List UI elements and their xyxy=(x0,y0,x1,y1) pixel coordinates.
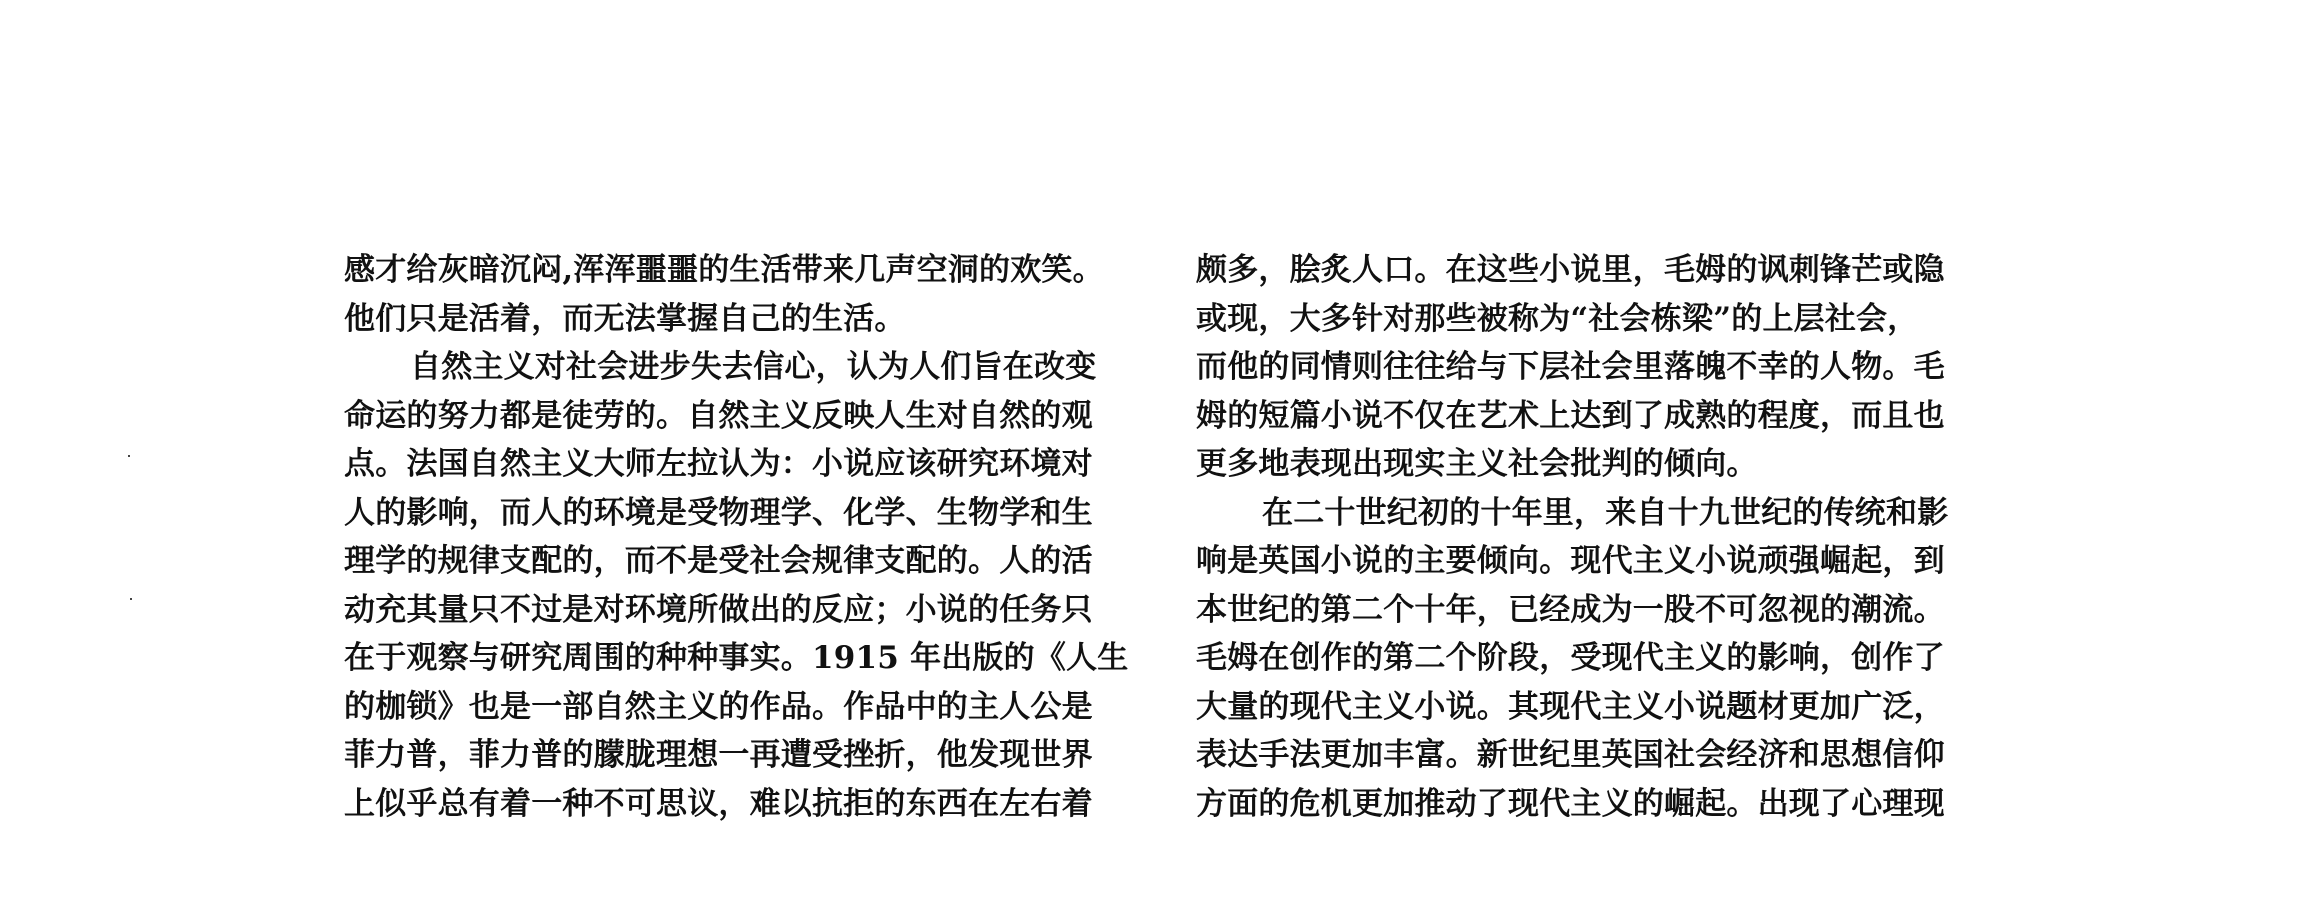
text-line: 菲力普，菲力普的朦胧理想一再遭受挫折，他发现世界 xyxy=(344,737,1093,773)
paragraph-start-line: 在二十世纪初的十年里，来自十九世纪的传统和影 xyxy=(1262,494,1949,531)
text-line: 他们只是活着，而无法掌握自己的生活。 xyxy=(344,300,906,337)
text-line: 感才给灰暗沉闷,浑浑噩噩的生活带来几声空洞的欢笑。 xyxy=(344,252,1104,288)
paragraph-start-line: 自然主义对社会进步失去信心，认为人们旨在改变 xyxy=(410,349,1097,385)
scan-speck xyxy=(130,598,132,600)
text-line: 或现，大多针对那些被称为“社会栋梁”的上层社会， xyxy=(1196,300,1919,337)
text-line: 方面的危机更加推动了现代主义的崛起。出现了心理现 xyxy=(1196,785,1945,822)
text-line: 更多地表现出现实主义社会批判的倾向。 xyxy=(1196,446,1758,482)
text-line: 人的影响，而人的环境是受物理学、化学、生物学和生 xyxy=(344,494,1093,531)
text-line: 大量的现代主义小说。其现代主义小说题材更加广泛， xyxy=(1196,688,1945,725)
text-line: 而他的同情则往往给与下层社会里落魄不幸的人物。毛 xyxy=(1196,349,1945,385)
scan-speck xyxy=(128,455,130,457)
text-line: 本世纪的第二个十年，已经成为一股不可忽视的潮流。 xyxy=(1196,591,1945,628)
text-line: 在于观察与研究周围的种种事实。1915 年出版的《人生 xyxy=(344,640,1129,676)
text-line: 表达手法更加丰富。新世纪里英国社会经济和思想信仰 xyxy=(1196,737,1945,773)
text-line: 的枷锁》也是一部自然主义的作品。作品中的主人公是 xyxy=(344,688,1093,725)
text-line: 姆的短篇小说不仅在艺术上达到了成熟的程度，而且也 xyxy=(1196,397,1945,434)
text-line: 点。法国自然主义大师左拉认为：小说应该研究环境对 xyxy=(344,446,1093,482)
right-text-column xyxy=(1196,246,1996,828)
left-text-column xyxy=(344,246,1144,828)
text-line: 毛姆在创作的第二个阶段，受现代主义的影响，创作了 xyxy=(1196,640,1945,676)
text-line: 响是英国小说的主要倾向。现代主义小说顽强崛起，到 xyxy=(1196,543,1945,579)
text-line: 理学的规律支配的，而不是受社会规律支配的。人的活 xyxy=(344,543,1093,579)
text-line: 动充其量只不过是对环境所做出的反应；小说的任务只 xyxy=(344,591,1093,628)
text-line: 命运的努力都是徒劳的。自然主义反映人生对自然的观 xyxy=(344,397,1093,434)
text-line: 颇多，脍炙人口。在这些小说里，毛姆的讽刺锋芒或隐 xyxy=(1196,252,1945,288)
text-line: 上似乎总有着一种不可思议，难以抗拒的东西在左右着 xyxy=(344,785,1093,822)
